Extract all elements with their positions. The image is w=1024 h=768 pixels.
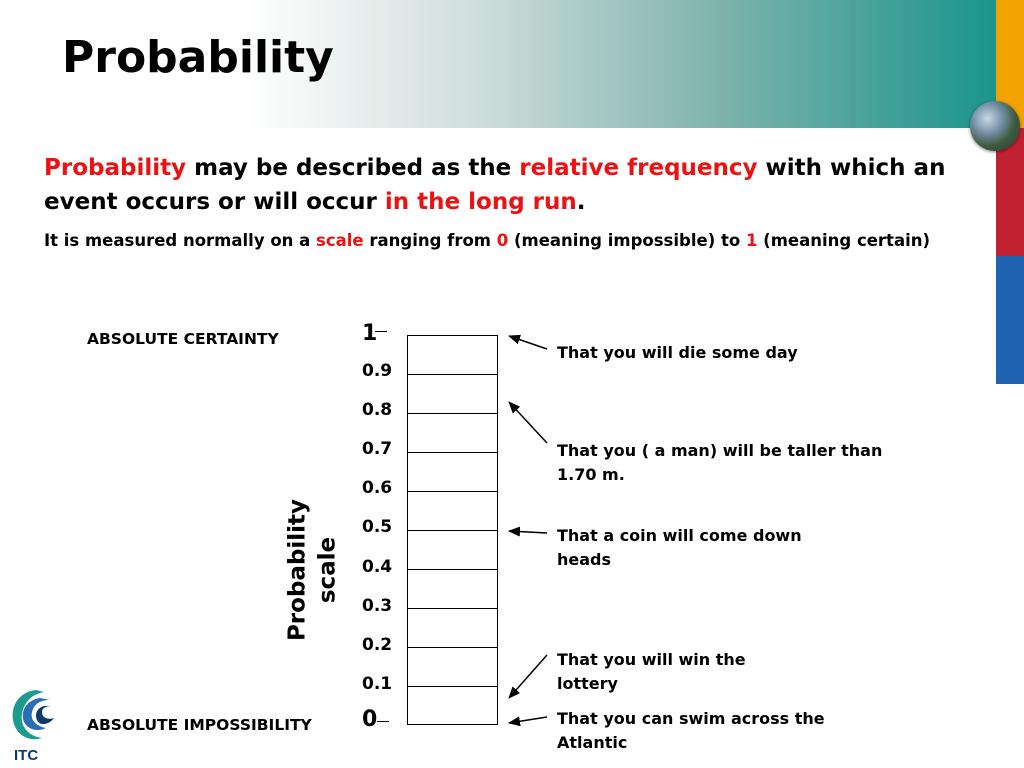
- event-swim-atlantic: That you can swim across the Atlantic: [557, 709, 825, 752]
- term-one: 1: [745, 231, 758, 250]
- tick-label-0.4: 0.4: [362, 557, 393, 577]
- event-coin-heads: That a coin will come down heads: [557, 526, 802, 569]
- tick-label-0: 0: [362, 707, 378, 732]
- arrow-swim-atlantic: [509, 717, 547, 723]
- probability-scale-title: Probability scale: [284, 498, 341, 642]
- tick-label-0.5: 0.5: [362, 517, 393, 537]
- description-part: (meaning certain): [757, 231, 931, 250]
- event-die-some-day: That you will die some day: [557, 343, 798, 362]
- event-taller-than: That you ( a man) will be taller than 1.70 m.: [557, 441, 883, 484]
- description-part: ranging from: [363, 231, 497, 250]
- definition-part: with which an event occurs or will occur: [44, 155, 946, 215]
- term-probability: Probability: [44, 155, 187, 181]
- tick-label-0.1: 0.1: [362, 674, 393, 694]
- event-win-lottery: That you will win the lottery: [557, 650, 746, 693]
- arrow-die-some-day: [509, 336, 547, 349]
- definition-part: may be described as the: [186, 155, 520, 181]
- arrow-taller-than: [509, 402, 547, 443]
- tick-label-0.8: 0.8: [362, 400, 393, 420]
- tick-label-0.3: 0.3: [362, 596, 393, 616]
- page-title: Probability: [62, 32, 334, 83]
- term-zero: 0: [496, 231, 509, 250]
- arrow-coin-heads: [509, 531, 547, 533]
- absolute-certainty-label: ABSOLUTE CERTAINTY: [87, 330, 279, 348]
- tick-label-0.9: 0.9: [362, 361, 393, 381]
- tick-label-0.2: 0.2: [362, 635, 393, 655]
- definition-part: .: [576, 189, 586, 215]
- tick-label-0.7: 0.7: [362, 439, 393, 459]
- description-part: It is measured normally on a: [44, 231, 317, 250]
- term-relative-frequency: relative frequency: [519, 155, 758, 181]
- term-long-run: in the long run: [384, 189, 577, 215]
- term-scale: scale: [316, 231, 364, 250]
- description-part: (meaning impossible) to: [508, 231, 746, 250]
- svg-text:ITC: ITC: [14, 747, 39, 764]
- absolute-impossibility-label: ABSOLUTE IMPOSSIBILITY: [87, 716, 312, 734]
- tick-label-1: 1: [362, 321, 378, 346]
- tick-label-0.6: 0.6: [362, 478, 393, 498]
- itc-logo-icon: [6, 684, 70, 764]
- arrow-win-lottery: [509, 655, 547, 698]
